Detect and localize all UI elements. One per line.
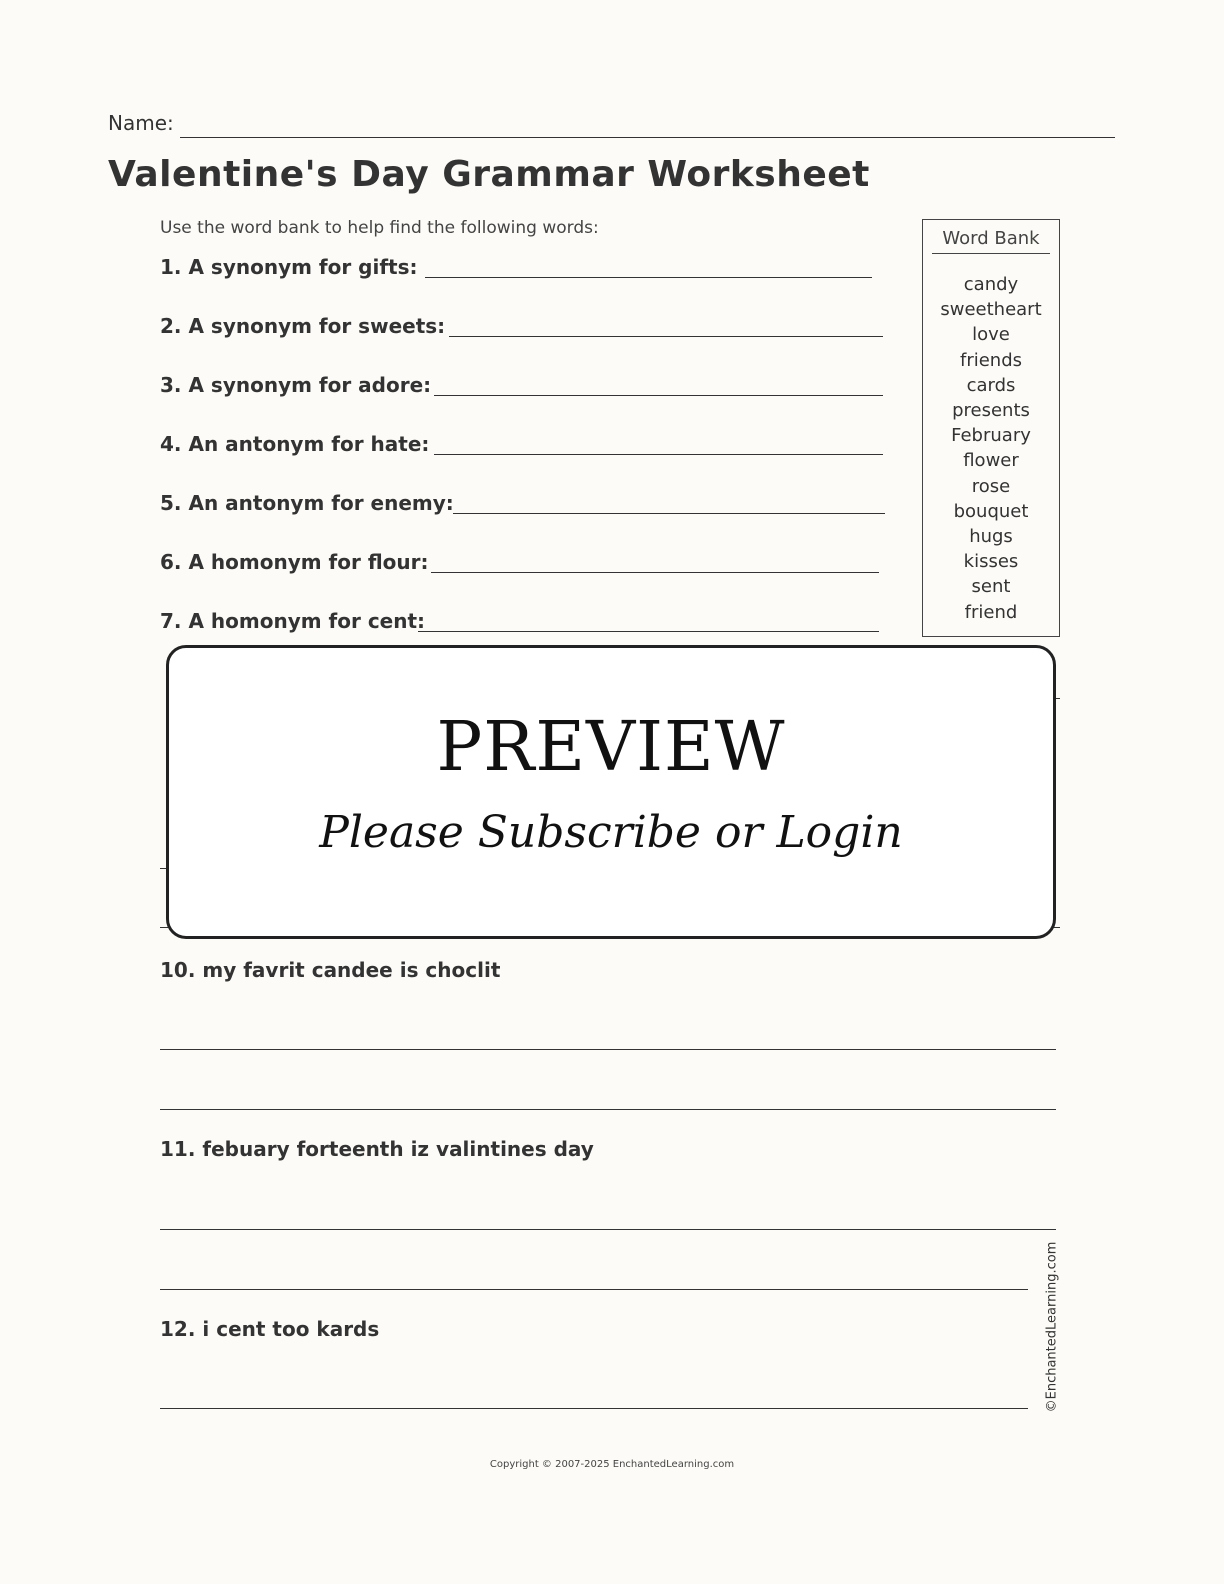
instructions: Use the word bank to help find the following words: [160,218,599,238]
word-bank-item: bouquet [953,500,1029,522]
sentence-10: 10. my favrit candee is choclit [160,958,501,982]
answer-line-5[interactable] [453,513,885,514]
question-2: 2. A synonym for sweets: [160,314,446,338]
name-label: Name: [108,111,174,135]
word-bank-item: rose [971,475,1011,497]
word-bank-divider [932,253,1050,254]
answer-line-6[interactable] [431,572,879,573]
answer-line-1[interactable] [425,277,872,278]
word-bank-item: sent [971,576,1011,598]
rewrite-line-10a[interactable] [160,1049,1056,1050]
sentence-11: 11. febuary forteenth iz valintines day [160,1137,594,1161]
word-bank [922,219,1060,637]
question-6: 6. A homonym for flour: [160,550,429,574]
answer-line-7[interactable] [418,631,879,632]
word-bank-item: presents [952,400,1030,422]
sentence-12: 12. i cent too kards [160,1317,380,1341]
name-answer-line[interactable] [180,137,1115,138]
footer-copyright: Copyright © 2007-2025 EnchantedLearning.com [489,1459,735,1470]
rewrite-line-12[interactable] [160,1408,1028,1409]
word-bank-item: hugs [969,526,1013,548]
word-bank-item: friends [959,349,1023,371]
answer-line-4[interactable] [434,454,883,455]
word-bank-item: candy [963,274,1019,295]
word-bank-item: friend [964,601,1018,623]
question-7: 7. A homonym for cent: [160,609,426,633]
word-bank-item: sweetheart [940,299,1042,321]
word-bank-item: flower [963,450,1019,472]
rewrite-line-11b[interactable] [160,1289,1028,1290]
preview-title: PREVIEW [436,708,786,787]
word-bank-item: kisses [963,551,1019,573]
preview-overlay[interactable] [166,645,1056,939]
rewrite-line-11a[interactable] [160,1229,1056,1230]
word-bank-item: February [951,425,1031,447]
question-1: 1. A synonym for gifts: [160,255,418,279]
word-bank-title: Word Bank [942,228,1040,249]
answer-line-2[interactable] [449,336,883,337]
question-4: 4. An antonym for hate: [160,432,430,456]
rewrite-line-10b[interactable] [160,1109,1056,1110]
answer-line-3[interactable] [434,395,883,396]
question-3: 3. A synonym for adore: [160,373,432,397]
word-bank-item: cards [966,374,1016,396]
question-5: 5. An antonym for enemy: [160,491,454,515]
page-title: Valentine's Day Grammar Worksheet [108,154,870,195]
subscribe-login-prompt[interactable]: Please Subscribe or Login [319,807,903,858]
side-copyright: ©EnchantedLearning.com [1044,1241,1060,1413]
word-bank-item: love [972,324,1010,346]
